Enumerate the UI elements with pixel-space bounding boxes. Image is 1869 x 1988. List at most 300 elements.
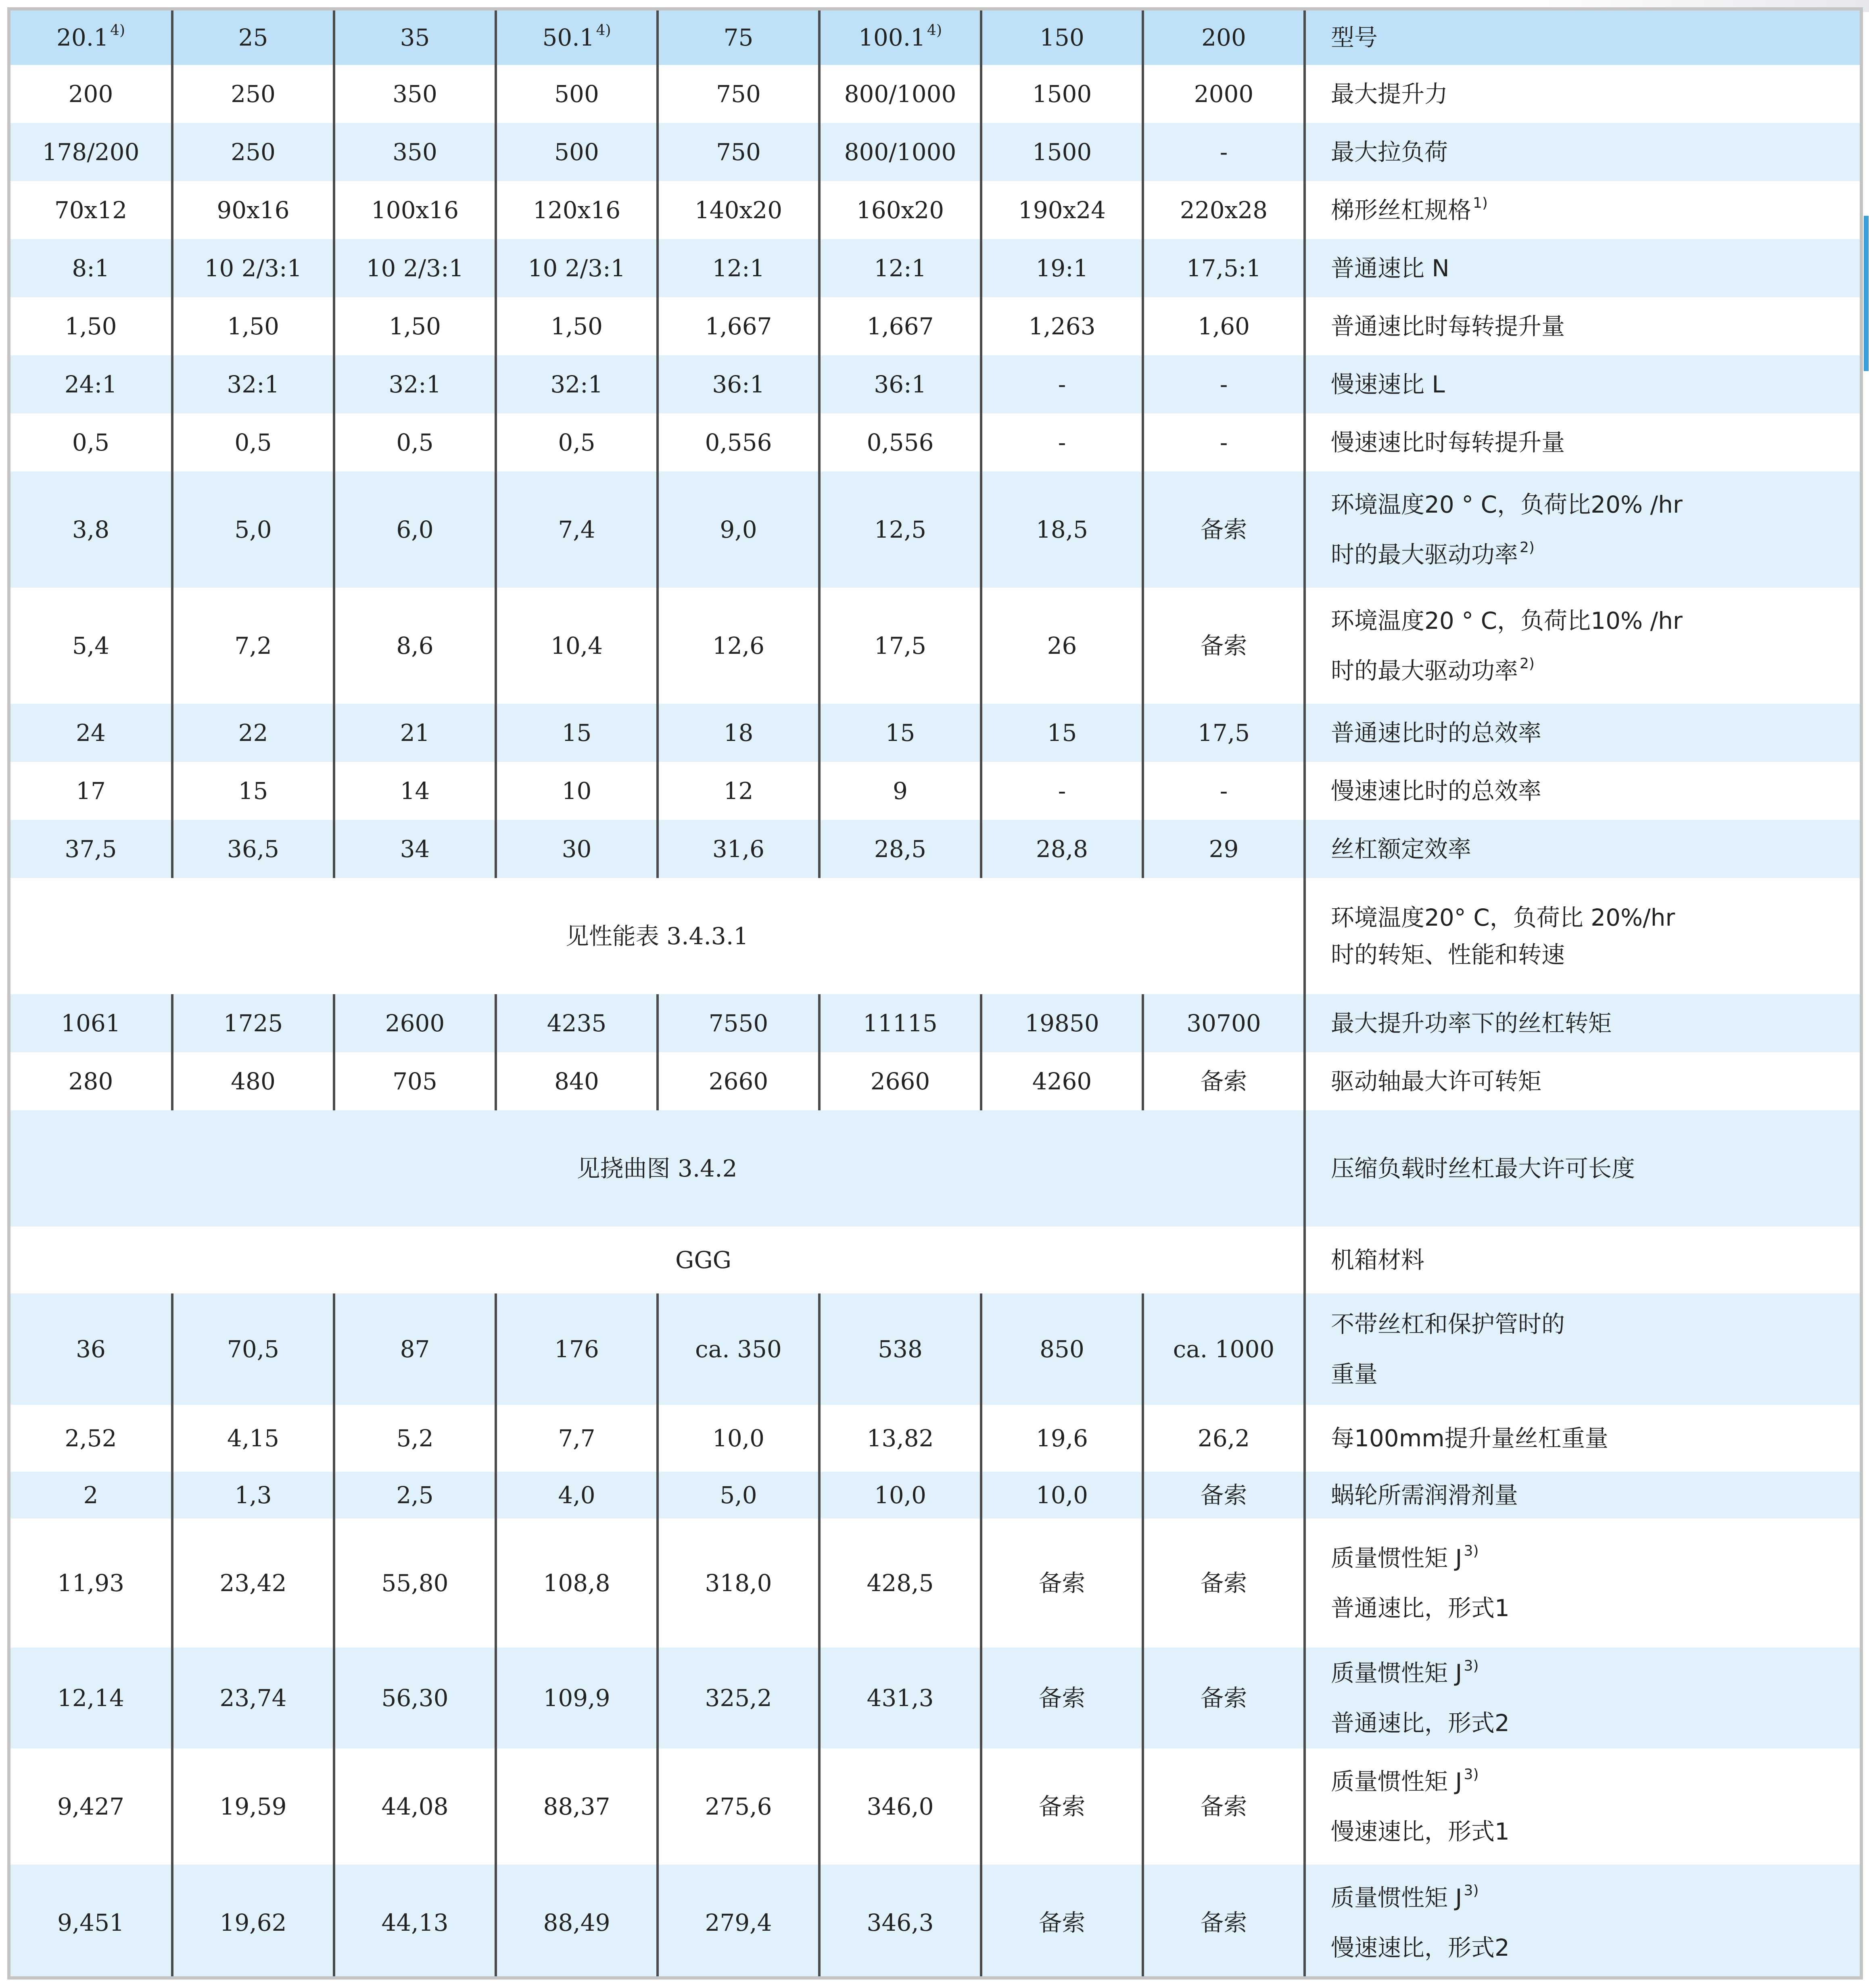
row-label xyxy=(1305,1227,1860,1293)
value-cell: - xyxy=(1143,123,1305,181)
value-cell: 100x16 xyxy=(334,181,496,239)
label-text: 不带丝杠和保护管时的 xyxy=(1331,1310,1565,1338)
label-text: 慢速速比，形式2 xyxy=(1331,1934,1510,1961)
row-label xyxy=(1305,1519,1860,1648)
row-label xyxy=(1305,1110,1860,1227)
header-cell-text: 50.1 xyxy=(542,24,595,52)
value-cell: 备索 xyxy=(1143,1648,1305,1748)
value-cell: 7,7 xyxy=(496,1405,658,1472)
label-line xyxy=(1331,254,1860,283)
label-text: 每100mm提升量丝杠重量 xyxy=(1331,1424,1608,1452)
value-cell: 250 xyxy=(172,123,334,181)
value-cell: 备索 xyxy=(1143,1519,1305,1648)
value-cell: 10 2/3:1 xyxy=(334,239,496,297)
value-cell: 32:1 xyxy=(334,355,496,413)
value-cell: 2600 xyxy=(334,994,496,1052)
header-cell xyxy=(658,10,819,65)
row-label xyxy=(1305,1472,1860,1519)
label-text: 质量惯性矩 J xyxy=(1331,1767,1462,1795)
value-cell: 26 xyxy=(981,588,1143,704)
value-cell: 1500 xyxy=(981,65,1143,123)
value-cell: 17,5:1 xyxy=(1143,239,1305,297)
span-cell: GGG xyxy=(10,1227,1305,1293)
header-label xyxy=(1305,10,1860,65)
header-cell-text: 200 xyxy=(1201,24,1246,52)
value-cell: 备索 xyxy=(1143,471,1305,588)
value-cell: 24 xyxy=(10,704,172,762)
value-cell: 1,667 xyxy=(819,297,981,355)
value-cell: 200 xyxy=(10,65,172,123)
value-cell: 1,667 xyxy=(658,297,819,355)
value-cell: 10 2/3:1 xyxy=(172,239,334,297)
header-cell-text: 150 xyxy=(1040,24,1084,52)
header-cell xyxy=(334,10,496,65)
table-row xyxy=(10,1519,1860,1648)
span-cell: 见性能表 3.4.3.1 xyxy=(10,878,1305,994)
value-cell: 6,0 xyxy=(334,471,496,588)
label-line xyxy=(1331,903,1860,932)
value-cell: 12,14 xyxy=(10,1648,172,1748)
header-cell-text: 100.1 xyxy=(858,24,926,52)
value-cell: 4260 xyxy=(981,1052,1143,1110)
value-cell: 108,8 xyxy=(496,1519,658,1648)
value-cell: 15 xyxy=(496,704,658,762)
value-cell: 7,4 xyxy=(496,471,658,588)
value-cell: 31,6 xyxy=(658,820,819,878)
label-line xyxy=(1331,138,1860,167)
label-text: 时的最大驱动功率 xyxy=(1331,541,1518,568)
label-text: 驱动轴最大许可转矩 xyxy=(1331,1067,1542,1095)
value-cell: 4235 xyxy=(496,994,658,1052)
value-cell: 11,93 xyxy=(10,1519,172,1648)
value-cell: 220x28 xyxy=(1143,181,1305,239)
value-cell: 备索 xyxy=(981,1748,1143,1865)
row-label xyxy=(1305,588,1860,704)
label-line xyxy=(1331,940,1860,970)
label-text: 质量惯性矩 J xyxy=(1331,1544,1462,1572)
label-line xyxy=(1331,540,1860,569)
value-cell: 850 xyxy=(981,1293,1143,1405)
value-cell: ca. 1000 xyxy=(1143,1293,1305,1405)
label-line xyxy=(1331,1245,1860,1275)
value-cell: 705 xyxy=(334,1052,496,1110)
value-cell: 1,3 xyxy=(172,1472,334,1519)
value-cell: 10,0 xyxy=(658,1405,819,1472)
value-cell: 44,08 xyxy=(334,1748,496,1865)
value-cell: 36:1 xyxy=(658,355,819,413)
value-cell: 5,0 xyxy=(172,471,334,588)
label-text: 慢速速比，形式1 xyxy=(1331,1818,1510,1845)
footnote-marker: 2) xyxy=(1520,655,1535,672)
value-cell: 17,5 xyxy=(1143,704,1305,762)
value-cell: 备索 xyxy=(1143,588,1305,704)
label-text: 普通速比时的总效率 xyxy=(1331,719,1542,747)
value-cell: 176 xyxy=(496,1293,658,1405)
value-cell: 4,0 xyxy=(496,1472,658,1519)
value-cell: 备索 xyxy=(1143,1865,1305,1980)
footnote-marker: 4) xyxy=(596,22,611,39)
value-cell: 88,37 xyxy=(496,1748,658,1865)
value-cell: 2000 xyxy=(1143,65,1305,123)
value-cell: 350 xyxy=(334,123,496,181)
row-label xyxy=(1305,994,1860,1052)
value-cell: 800/1000 xyxy=(819,123,981,181)
header-row xyxy=(10,10,1860,65)
scroll-accent-bar xyxy=(1864,216,1869,371)
value-cell: 5,2 xyxy=(334,1405,496,1472)
label-text: 梯形丝杠规格 xyxy=(1331,196,1472,224)
value-cell: 12,5 xyxy=(819,471,981,588)
label-text: 最大提升力 xyxy=(1331,80,1448,108)
header-cell-text: 25 xyxy=(238,24,268,52)
label-line xyxy=(1331,1481,1860,1510)
footnote-marker: 4) xyxy=(927,22,942,39)
row-label xyxy=(1305,762,1860,820)
label-line xyxy=(1331,370,1860,399)
value-cell: 0,5 xyxy=(172,413,334,471)
label-text: 慢速速比时每转提升量 xyxy=(1331,428,1565,456)
table-row xyxy=(10,878,1860,994)
value-cell: 12 xyxy=(658,762,819,820)
value-cell: 37,5 xyxy=(10,820,172,878)
value-cell: 55,80 xyxy=(334,1519,496,1648)
value-cell: 10,0 xyxy=(981,1472,1143,1519)
label-line xyxy=(1331,428,1860,457)
label-text: 普通速比，形式2 xyxy=(1331,1709,1510,1737)
value-cell: 56,30 xyxy=(334,1648,496,1748)
label-text: 重量 xyxy=(1331,1360,1378,1388)
value-cell: 70x12 xyxy=(10,181,172,239)
value-cell: 15 xyxy=(981,704,1143,762)
label-text: 普通速比时每转提升量 xyxy=(1331,312,1565,340)
value-cell: 0,556 xyxy=(819,413,981,471)
value-cell: 21 xyxy=(334,704,496,762)
table-row xyxy=(10,181,1860,239)
row-label xyxy=(1305,65,1860,123)
value-cell: 431,3 xyxy=(819,1648,981,1748)
value-cell: 23,74 xyxy=(172,1648,334,1748)
header-cell xyxy=(496,10,658,65)
row-label xyxy=(1305,297,1860,355)
label-line xyxy=(1331,1658,1860,1688)
header-cell-text: 75 xyxy=(723,24,754,52)
row-label xyxy=(1305,355,1860,413)
row-label xyxy=(1305,181,1860,239)
table-row xyxy=(10,65,1860,123)
table-row xyxy=(10,994,1860,1052)
table-row xyxy=(10,355,1860,413)
value-cell: 500 xyxy=(496,123,658,181)
value-cell: 备索 xyxy=(981,1648,1143,1748)
value-cell: 1061 xyxy=(10,994,172,1052)
value-cell: 2660 xyxy=(658,1052,819,1110)
value-cell: 325,2 xyxy=(658,1648,819,1748)
value-cell: 13,82 xyxy=(819,1405,981,1472)
value-cell: 12:1 xyxy=(819,239,981,297)
value-cell: 428,5 xyxy=(819,1519,981,1648)
value-cell: 30700 xyxy=(1143,994,1305,1052)
label-line xyxy=(1331,1883,1860,1913)
label-line xyxy=(1331,1817,1860,1846)
value-cell: 36:1 xyxy=(819,355,981,413)
footnote-marker: 2) xyxy=(1520,539,1535,556)
table-row xyxy=(10,1648,1860,1748)
value-cell: 11115 xyxy=(819,994,981,1052)
table-row xyxy=(10,1293,1860,1405)
label-line xyxy=(1331,312,1860,341)
value-cell: 90x16 xyxy=(172,181,334,239)
value-cell: - xyxy=(981,355,1143,413)
row-label xyxy=(1305,1865,1860,1980)
label-line xyxy=(1331,1767,1860,1796)
label-text: 普通速比 N xyxy=(1331,254,1449,282)
table-row xyxy=(10,123,1860,181)
table-row xyxy=(10,413,1860,471)
value-cell: 10 xyxy=(496,762,658,820)
value-cell: 10 2/3:1 xyxy=(496,239,658,297)
value-cell: 2660 xyxy=(819,1052,981,1110)
value-cell: 备索 xyxy=(1143,1052,1305,1110)
row-label xyxy=(1305,1405,1860,1472)
label-line xyxy=(1331,1708,1860,1738)
value-cell: 17,5 xyxy=(819,588,981,704)
label-text: 最大拉负荷 xyxy=(1331,138,1448,166)
table-row xyxy=(10,820,1860,878)
value-cell: 备索 xyxy=(1143,1748,1305,1865)
value-cell: 10,0 xyxy=(819,1472,981,1519)
label-line xyxy=(1331,196,1860,225)
table-row xyxy=(10,239,1860,297)
row-label xyxy=(1305,239,1860,297)
table-row xyxy=(10,471,1860,588)
label-line xyxy=(1331,79,1860,109)
value-cell: 250 xyxy=(172,65,334,123)
header-cell-text: 20.1 xyxy=(56,24,109,52)
label-line xyxy=(1331,656,1860,686)
value-cell: - xyxy=(981,762,1143,820)
row-label xyxy=(1305,704,1860,762)
table-row xyxy=(10,1748,1860,1865)
value-cell: 1500 xyxy=(981,123,1143,181)
value-cell: 19850 xyxy=(981,994,1143,1052)
label-text: 压缩负载时丝杠最大许可长度 xyxy=(1331,1154,1635,1182)
value-cell: 36 xyxy=(10,1293,172,1405)
value-cell: 19,59 xyxy=(172,1748,334,1865)
value-cell: 346,0 xyxy=(819,1748,981,1865)
value-cell: 1,50 xyxy=(334,297,496,355)
value-cell: 32:1 xyxy=(172,355,334,413)
value-cell: 15 xyxy=(172,762,334,820)
value-cell: 279,4 xyxy=(658,1865,819,1980)
value-cell: 1,50 xyxy=(496,297,658,355)
value-cell: 7,2 xyxy=(172,588,334,704)
label-line xyxy=(1331,1594,1860,1623)
value-cell: 318,0 xyxy=(658,1519,819,1648)
row-label xyxy=(1305,413,1860,471)
footnote-marker: 3) xyxy=(1464,1542,1479,1559)
footnote-marker: 3) xyxy=(1464,1766,1479,1783)
value-cell: 350 xyxy=(334,65,496,123)
value-cell: 190x24 xyxy=(981,181,1143,239)
value-cell: 840 xyxy=(496,1052,658,1110)
label-text: 环境温度20° C，负荷比 20%/hr xyxy=(1331,903,1675,931)
label-line xyxy=(1331,1154,1860,1183)
value-cell: 3,8 xyxy=(10,471,172,588)
label-line xyxy=(1331,606,1860,636)
row-label xyxy=(1305,471,1860,588)
value-cell: 备索 xyxy=(1143,1472,1305,1519)
value-cell: 0,5 xyxy=(10,413,172,471)
value-cell: 0,5 xyxy=(496,413,658,471)
label-text: 慢速速比时的总效率 xyxy=(1331,777,1542,805)
spec-table-frame xyxy=(7,7,1863,1980)
label-text: 质量惯性矩 J xyxy=(1331,1659,1462,1687)
value-cell: 22 xyxy=(172,704,334,762)
value-cell: 15 xyxy=(819,704,981,762)
value-cell: - xyxy=(981,413,1143,471)
value-cell: - xyxy=(1143,762,1305,820)
header-label-text: 型号 xyxy=(1331,24,1378,52)
value-cell: 44,13 xyxy=(334,1865,496,1980)
label-line xyxy=(1331,1009,1860,1038)
value-cell: 9,451 xyxy=(10,1865,172,1980)
value-cell: 0,5 xyxy=(334,413,496,471)
value-cell: 备索 xyxy=(981,1865,1143,1980)
value-cell: 34 xyxy=(334,820,496,878)
table-row xyxy=(10,1227,1860,1293)
table-row xyxy=(10,1110,1860,1227)
table-row xyxy=(10,1472,1860,1519)
value-cell: 23,42 xyxy=(172,1519,334,1648)
header-cell-text: 35 xyxy=(400,24,430,52)
label-text: 环境温度20 ° C，负荷比20% /hr xyxy=(1331,490,1683,518)
value-cell: 2,52 xyxy=(10,1405,172,1472)
header-cell xyxy=(819,10,981,65)
row-label xyxy=(1305,1052,1860,1110)
table-row xyxy=(10,704,1860,762)
label-text: 最大提升功率下的丝杠转矩 xyxy=(1331,1009,1612,1037)
row-label xyxy=(1305,878,1860,994)
value-cell: 9,427 xyxy=(10,1748,172,1865)
footnote-marker: 1) xyxy=(1473,194,1488,211)
value-cell: 12:1 xyxy=(658,239,819,297)
value-cell: 750 xyxy=(658,65,819,123)
value-cell: 1,60 xyxy=(1143,297,1305,355)
value-cell: 280 xyxy=(10,1052,172,1110)
label-text: 环境温度20 ° C，负荷比10% /hr xyxy=(1331,607,1683,634)
label-line xyxy=(1331,490,1860,519)
value-cell: 480 xyxy=(172,1052,334,1110)
footnote-marker: 4) xyxy=(110,22,125,39)
value-cell: ca. 350 xyxy=(658,1293,819,1405)
value-cell: 70,5 xyxy=(172,1293,334,1405)
value-cell: 36,5 xyxy=(172,820,334,878)
value-cell: 19,6 xyxy=(981,1405,1143,1472)
value-cell: 346,3 xyxy=(819,1865,981,1980)
value-cell: 30 xyxy=(496,820,658,878)
header-cell xyxy=(172,10,334,65)
value-cell: 10,4 xyxy=(496,588,658,704)
value-cell: 1,50 xyxy=(172,297,334,355)
label-line xyxy=(1331,1360,1860,1389)
label-line xyxy=(1331,1544,1860,1573)
value-cell: 538 xyxy=(819,1293,981,1405)
span-cell: 见挠曲图 3.4.2 xyxy=(10,1110,1305,1227)
label-text: 普通速比，形式1 xyxy=(1331,1594,1510,1622)
value-cell: 800/1000 xyxy=(819,65,981,123)
value-cell: 500 xyxy=(496,65,658,123)
row-label xyxy=(1305,1648,1860,1748)
value-cell: 29 xyxy=(1143,820,1305,878)
header-cell xyxy=(981,10,1143,65)
value-cell: 24:1 xyxy=(10,355,172,413)
value-cell: 备索 xyxy=(981,1519,1143,1648)
value-cell: 28,8 xyxy=(981,820,1143,878)
value-cell: 7550 xyxy=(658,994,819,1052)
header-cell xyxy=(10,10,172,65)
label-line xyxy=(1331,1933,1860,1963)
label-line xyxy=(1331,834,1860,864)
value-cell: 2 xyxy=(10,1472,172,1519)
value-cell: 32:1 xyxy=(496,355,658,413)
value-cell: 1,263 xyxy=(981,297,1143,355)
label-text: 时的最大驱动功率 xyxy=(1331,657,1518,684)
value-cell: 0,556 xyxy=(658,413,819,471)
value-cell: 178/200 xyxy=(10,123,172,181)
value-cell: 12,6 xyxy=(658,588,819,704)
row-label xyxy=(1305,1748,1860,1865)
row-label xyxy=(1305,123,1860,181)
value-cell: 5,0 xyxy=(658,1472,819,1519)
value-cell: 9 xyxy=(819,762,981,820)
value-cell: 19:1 xyxy=(981,239,1143,297)
value-cell: 9,0 xyxy=(658,471,819,588)
label-text: 丝杠额定效率 xyxy=(1331,835,1472,863)
label-text: 慢速速比 L xyxy=(1331,370,1445,398)
value-cell: - xyxy=(1143,355,1305,413)
value-cell: 109,9 xyxy=(496,1648,658,1748)
value-cell: 8,6 xyxy=(334,588,496,704)
table-row xyxy=(10,588,1860,704)
value-cell: 19,62 xyxy=(172,1865,334,1980)
label-line xyxy=(1331,1067,1860,1096)
value-cell: 160x20 xyxy=(819,181,981,239)
footnote-marker: 3) xyxy=(1464,1657,1479,1674)
table-row xyxy=(10,297,1860,355)
table-row xyxy=(10,1052,1860,1110)
table-row xyxy=(10,762,1860,820)
value-cell: 28,5 xyxy=(819,820,981,878)
label-line xyxy=(1331,1424,1860,1453)
value-cell: 120x16 xyxy=(496,181,658,239)
label-text: 时的转矩、性能和转速 xyxy=(1331,941,1565,968)
value-cell: 18,5 xyxy=(981,471,1143,588)
label-line xyxy=(1331,718,1860,748)
value-cell: 26,2 xyxy=(1143,1405,1305,1472)
label-text: 质量惯性矩 J xyxy=(1331,1884,1462,1911)
value-cell: 140x20 xyxy=(658,181,819,239)
value-cell: 5,4 xyxy=(10,588,172,704)
value-cell: 1,50 xyxy=(10,297,172,355)
row-label xyxy=(1305,820,1860,878)
value-cell: - xyxy=(1143,413,1305,471)
header-cell xyxy=(1143,10,1305,65)
value-cell: 18 xyxy=(658,704,819,762)
footnote-marker: 3) xyxy=(1464,1882,1479,1899)
label-text: 蜗轮所需润滑剂量 xyxy=(1331,1481,1518,1509)
value-cell: 88,49 xyxy=(496,1865,658,1980)
value-cell: 1725 xyxy=(172,994,334,1052)
